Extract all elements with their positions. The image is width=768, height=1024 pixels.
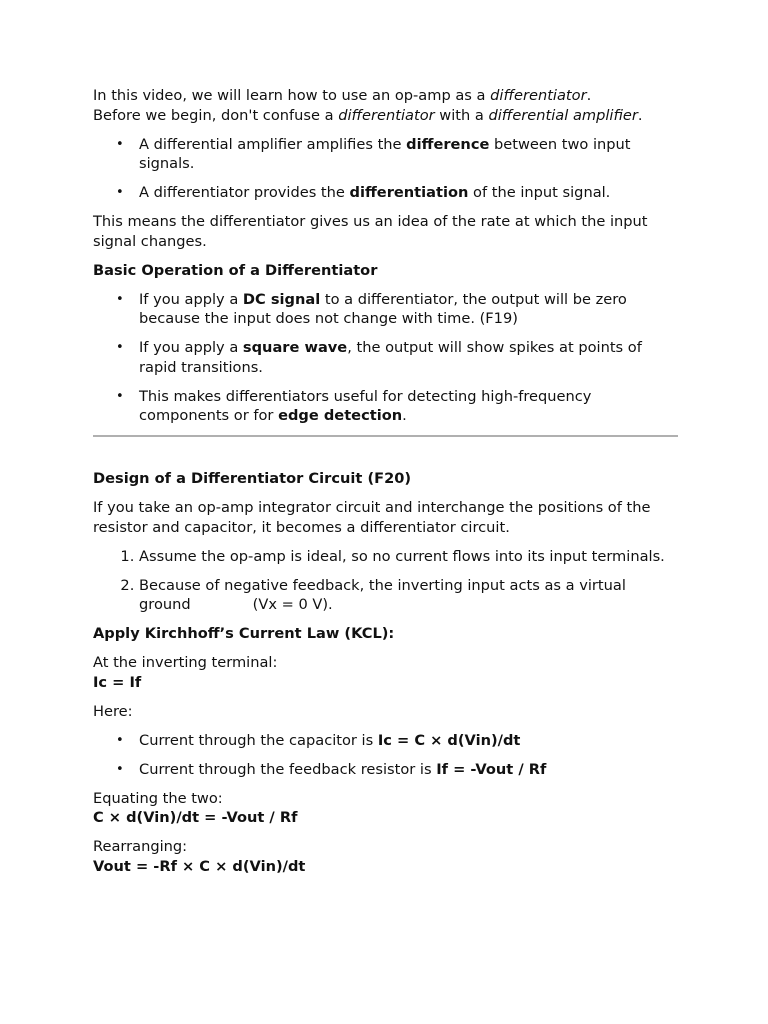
means-paragraph: This means the differentiator gives us an idea of the rate at which the input signal changes. xyxy=(93,213,648,250)
design-steps-list xyxy=(93,547,678,615)
list-item-text: If you apply a xyxy=(139,290,243,308)
list-item-text: A differentiator provides the xyxy=(139,184,350,201)
intro-paragraph xyxy=(93,86,678,125)
here-bullet-list xyxy=(93,731,678,780)
list-item-bold: difference xyxy=(406,135,490,153)
list-item-text: between two input signals. xyxy=(139,135,631,172)
list-item-text: If you apply a xyxy=(139,339,243,356)
intro-bullet-list xyxy=(93,135,678,203)
list-item-bold: Ic = C × d(Vin)/dt xyxy=(377,731,521,749)
list-item-bold: edge detection xyxy=(278,407,403,424)
intro-italic: differential amplifier xyxy=(488,106,638,124)
list-item xyxy=(139,760,678,780)
here-label: Here: xyxy=(93,702,133,720)
equating-paragraph xyxy=(93,789,678,828)
list-item xyxy=(139,731,678,751)
rearranging-paragraph xyxy=(93,837,678,876)
design-paragraph: If you take an op-amp integrator circuit and interchange the positions of the resistor and capacitor, it becomes a differentiator circuit. xyxy=(93,499,651,536)
intro-text: In this video, we will learn how to use an op-amp as a xyxy=(93,87,491,104)
inverting-terminal-text: At the inverting terminal: xyxy=(93,654,278,671)
list-item xyxy=(139,135,678,174)
list-item xyxy=(139,290,678,329)
document-body xyxy=(93,86,678,886)
rearranging-text: Rearranging: xyxy=(93,838,188,855)
list-item-text: This makes differentiators useful for detecting high-frequency components or for xyxy=(139,387,592,424)
list-item-text: Current through the feedback resistor is xyxy=(139,760,437,778)
intro-italic: differentiator xyxy=(338,106,435,124)
design-heading: Design of a Differentiator Circuit (F20) xyxy=(93,470,412,487)
list-item xyxy=(139,547,678,567)
list-item-text: (Vx = 0 V). xyxy=(252,596,333,613)
equating-equation: C × d(Vin)/dt = -Vout / Rf xyxy=(93,809,298,826)
intro-text: . xyxy=(586,87,592,104)
list-item-text: Because of negative feedback, the inverting input acts as a virtual ground xyxy=(139,576,626,613)
inverting-terminal-paragraph xyxy=(93,653,678,692)
list-item-text: to a differentiator, the output will be zero because the input does not change with time. (F19) xyxy=(139,290,627,327)
list-item xyxy=(139,338,678,377)
basic-bullet-list xyxy=(93,290,678,426)
list-item-bold: DC signal xyxy=(242,290,321,308)
list-item-text: of the input signal. xyxy=(468,184,611,201)
list-item-text: Current through the capacitor is xyxy=(139,731,378,749)
rearranging-equation: Vout = -Rf × C × d(Vin)/dt xyxy=(93,857,306,875)
list-item-text: , the output will show spikes at points of rapid transitions. xyxy=(139,339,642,376)
kcl-heading: Apply Kirchhoff’s Current Law (KCL): xyxy=(93,625,395,642)
list-item-text: A differential amplifier amplifies the xyxy=(139,135,407,153)
list-item-bold: differentiation xyxy=(349,184,469,201)
intro-text: with a xyxy=(434,106,489,124)
section-divider xyxy=(93,435,678,437)
basic-operation-heading: Basic Operation of a Differentiator xyxy=(93,261,378,279)
intro-italic: differentiator xyxy=(490,87,587,104)
equating-text: Equating the two: xyxy=(93,789,223,807)
list-item xyxy=(139,387,678,426)
list-item-bold: If = -Vout / Rf xyxy=(436,760,547,778)
intro-text: Before we begin, don't confuse a xyxy=(93,106,339,124)
ic-equals-if-equation: Ic = If xyxy=(93,673,142,691)
intro-text: . xyxy=(637,106,643,124)
list-item xyxy=(139,576,678,615)
list-item xyxy=(139,183,678,203)
list-item-bold: square wave xyxy=(242,339,348,356)
list-item-text: Assume the op-amp is ideal, so no current flows into its input terminals. xyxy=(139,547,665,565)
list-item-text: . xyxy=(402,407,407,424)
